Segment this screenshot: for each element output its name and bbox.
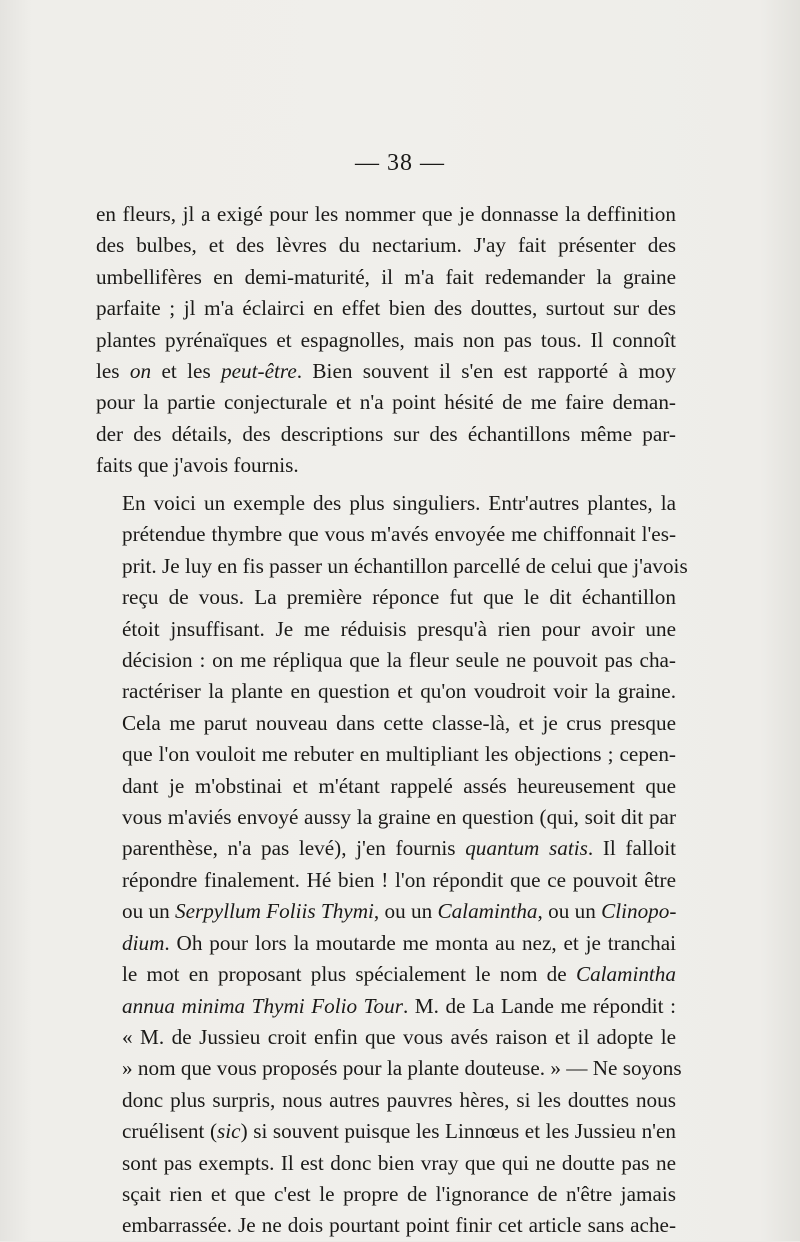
text-line: embarrassée. Je ne dois pourtant point finir cet article sans ache- [122,1213,676,1238]
text-line: en fleurs, jl a exigé pour les nommer que je donnasse la deffinition [96,202,676,226]
text-line: ou un Serpyllum Foliis Thymi, ou un Calamintha, ou un Clinopo- [122,899,677,924]
text-line: faits que j'avois fournis. [96,453,299,478]
text-line: parfaite ; jl m'a éclairci en effet bien des douttes, surtout sur des [96,296,676,321]
paragraph-2 [96,488,688,1242]
text-line: répondre finalement. Hé bien ! l'on répondit que ce pouvoit être [122,867,676,892]
text-line: reçu de vous. La première réponce fut que le dit échantillon [122,585,676,610]
text-line: le mot en proposant plus spécialement le nom de Calamintha [122,962,676,987]
text-line: der des détails, des descriptions sur des échantillons même par- [96,421,676,446]
text-line: prétendue thymbre que vous m'avés envoyée me chiffonnait l'es- [122,522,676,547]
text-line: parenthèse, n'a pas levé), j'en fournis quantum satis. Il falloit [122,836,677,861]
text-line: donc plus surpris, nous autres pauvres hères, si les douttes nous [122,1087,676,1112]
text-line: vous m'aviés envoyé aussy la graine en question (qui, soit dit par [122,805,676,830]
text-line: cruélisent (sic) si souvent puisque les Linnœus et les Jussieu n'en [122,1119,677,1144]
text-line: dant je m'obstinai et m'étant rappelé assés heureusement que [122,773,676,798]
text-line: ractériser la plante en question et qu'on voudroit voir la graine. [122,679,676,704]
text-line: décision : on me répliqua que la fleur seule ne pouvoit pas cha- [122,648,676,673]
text-line: En voici un exemple des plus singuliers. Entr'autres plantes, la [122,491,676,515]
text-line: étoit jnsuffisant. Je me réduisis presqu'à rien pour avoir une [122,616,676,641]
text-line: pour la partie conjecturale et n'a point hésité de me faire deman- [96,390,676,415]
text-line: prit. Je luy en fis passer un échantillon parcellé de celui que j'avois [122,553,688,578]
text-line: Cela me parut nouveau dans cette classe-là, et je crus presque [122,710,676,735]
paragraph-1 [96,199,676,482]
text-line: « M. de Jussieu croit enfin que vous avés raison et il adopte le [122,1024,676,1049]
text-line: plantes pyrénaïques et espagnolles, mais non pas tous. Il connoît [96,327,676,352]
text-line: umbellifères en demi-maturité, il m'a fait redemander la graine [96,264,676,289]
text-line: dium. Oh pour lors la moutarde me monta au nez, et je tranchai [122,930,676,955]
page-number: — 38 — [355,150,445,176]
text-line: que l'on vouloit me rebuter en multipliant les objections ; cepen- [122,742,676,767]
text-line: annua minima Thymi Folio Tour. M. de La Lande me répondit : [122,993,676,1018]
text-line: » nom que vous proposés pour la plante douteuse. » — Ne soyons [122,1056,682,1081]
text-line: sont pas exempts. Il est donc bien vray que qui ne doutte pas ne [122,1150,676,1175]
text-line: les on et les peut-être. Bien souvent il s'en est rapporté à moy [96,359,676,384]
text-line: sçait rien et que c'est le propre de l'ignorance de n'être jamais [122,1181,676,1206]
text-line: des bulbes, et des lèvres du nectarium. J'ay fait présenter des [96,233,676,258]
